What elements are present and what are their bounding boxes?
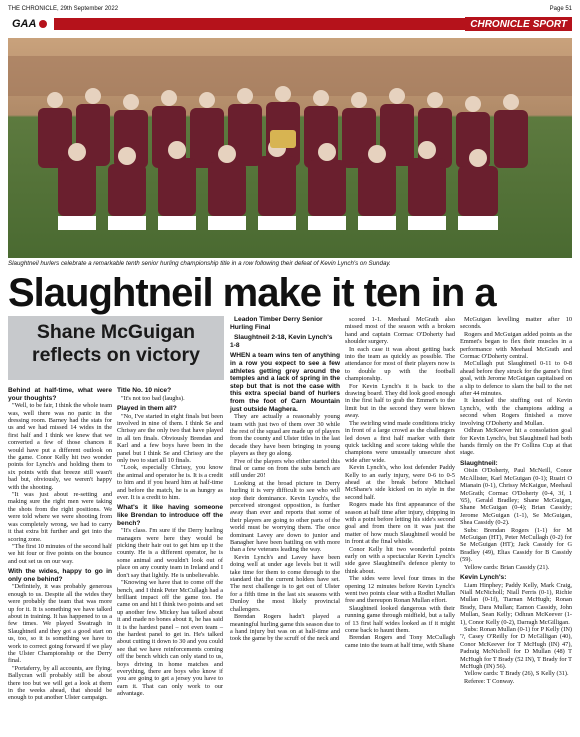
page-number: Page 51 [549,6,572,12]
team-lineup: Oisin O'Doherty, Paul McNeill, Conor McAllister, Karl McGuigan (0-1); Ruairi O Mianain (0-1), Chrissy McKaigue, Meehaul McGrath; Cormac O'Doherty (0-4, 3f, 1 '65), Gerald Bradley; Shane McGuigan, Shane McGuigan (0-4); Brian Cassidy; Jerome McGuigan (1-1), Se McGuigan, Shea Cassidy (0-2). [460,467,572,527]
referee: Referee: T Conway. [464,677,515,685]
answer: "It's not too bad (laughs). [121,394,185,402]
report-paragraph: scored 1-1. Meehaul McGrath also missed most of the season with a broken hand and captain Cormac O'Doherty had shoulder surgery. [345,316,455,346]
report-paragraph: Conor Kelly hit two wonderful points early on with a spectacular Kevin Lynch's side gave Slaughtneil's defence plenty to think about. [345,545,455,575]
question: What's it like having someone like Brendan to introduce off the bench? [117,504,223,527]
report-column-1 [230,316,340,643]
report-paragraph: The swirling wind made conditions tricky in front of a large crowd as the challengers led down a first half marker with their quick tackling and score taking while the champions were unusually unsecure shot wide after wide. [345,419,455,464]
answer: "Well, to be fair, I think the whole team was, well there was no panic in the dressing room. Barney had the stats for us and we had missed 14 wides in the first half and I think we knew that we converted a few of those chances it would have put a different outlook on the game. Conor Kelly hit two wonder points for Lynch's and holding them to six points with that breeze still wasn't bad but, obviously, we weren't happy with the shooting. [8,402,112,491]
report-paragraph: McGuigan levelling matter after 10 seconds. [460,316,572,331]
sidebar-title-box [8,316,224,380]
report-paragraph: Rogers made his first appearance of the season at half time after injury, chipping in with a point before letting his side's second goal and from there on it was just the matter of how much Slaughtneil would be in front at the final whistle. [345,501,455,546]
chronicle-sport-logo: CHRONICLE SPORT [465,17,572,31]
gaa-logo: GAA [8,18,52,30]
sidebar-title: Shane McGuigan reflects on victory [32,321,200,366]
team-cards: Yellow cards: T Brady (26), S Kelly (31). [464,670,569,678]
report-paragraph: The sides were level four times in the opening 12 minutes before Kevin Lynch's went two points clear with a Rodhri Mullan free and thereupon Ronan Mullan effort. [345,575,456,605]
team-heading: Slaughtneil: [460,459,498,467]
team-cards: Yellow cards: Brian Cassidy (21). [464,563,550,571]
page-header [8,4,572,14]
section-banner [8,14,572,34]
question: Played in them all? [117,405,177,412]
report-paragraph: Brendan Rogers hadn't played a meaningful hurling game this season due to a hand injury but was on at half-time and took the game by the scruff of the neck and [230,613,340,643]
answer: "Portaferry, by all accounts, are flying. Ballycran will probably still be about there too but we will get a look at them in the weeks ahead, that should be enough to put another Ulster campaign. [8,664,112,702]
answer: "Knowing we have that to come off the bench, and I think Peter McCullagh had a brilliant impact off the game too. He came on and hit I think two points and set up another few. Mickey has talked about it and made no bones about it, he has said it is the hardest panel – not even team – the hardest panel to get in. He's talked about cutting it down to 30 and you could see that we have reinforcements coming off the bench which can only stand to us, boys driving in home matches and everything, there are boys who know if you are going to get a jersey you have to earn it. That can only work to our advantage. [117,579,223,698]
photo-caption: Slaughtneil hurlers celebrate a remarkable tenth senior hurling championship title in a row following their defeat of Kevin Lynch's on Sunday. [8,260,391,267]
answer: "Look, especially Chrissy, you know the animal and operator he is. It is a credit to him and if you heard him at half-time and before the match, he is as hungry as ever. It is a credit to him. [117,464,223,502]
report-paragraph: Odhran McKeever hit a consolation goal for Kevin Lynch's, but Slaughtneil had both hands firmly on the Fr Collins Cup at that stage. [460,427,572,457]
report-paragraph: Five of the players who either started this final or came on from the subs bench are still under 20! [230,457,340,480]
report-lead: WHEN a team wins ten of anything in a row you expect to see a few athletes getting grey around the temples and a lack of spring in the step but that is not the case with this extra special band of hurlers from the foot of Carn Mountain just outside Maghera. [230,352,340,413]
sliotar-icon [38,19,48,29]
question: With the wides, happy to go in only one behind? [8,568,112,583]
report-paragraph: For Kevin Lynch's it is back to the drawing board. They did look good enough in the first half to grab the Emmet's to the limit but in the second they were blown away. [345,382,455,420]
question: Behind at half-time, what were your thoughts? [8,387,112,402]
report-paragraph: Looking at the broad picture in Derry hurling it is very difficult to see who will stop their dominance. Kevin Lynch's, the perceived strongest opposition, is further away than ever and reports that some of their players are going to other parts of the world must be worrying them. The once dominant Lavey are down to junior and Banagher have been battling on with more than a few veterans leading the way. [230,479,340,554]
report-paragraph: They are actually a reasonably young team with just two of them over 30 while the rest of the squad are made up of players from the county and Ulster titles in the last decade they have been bringing in young players as they go along. [230,413,340,458]
report-paragraph: Kevin Lynch's and Lavey have been doing well at under age levels but it will take time for them to come through to the standard that the current holders have set. The next challenge is to get out of Ulster for a fifth time in the last six seasons with Dunloy the most likely provincial challengers. [230,553,340,613]
team-subs: Subs: Brendan Rogers (1-1) for M McGuigan (HT), Peter McCullagh (0-2) for Se McGuigan (HT); Jack Cassidy for G Bradley (49), Elias Cassidy for B Cassidy (59). [460,526,572,564]
answer: "It's class. I'm sure if the Derry hurling managers were here they would be picking their hair out to get him up it the county. He is a different operator, he is some animal and wouldn't look out of place on any county team in Ireland and I don't say that lightly. He is unbelievable. [117,527,223,579]
report-paragraph: Brendan Rogers and Tony McCullagh came into the team at half time, with Shane [345,634,455,649]
answer: "The first 10 minutes of the second half we hit four or five points on the bounce and out set us on our way. [8,542,112,565]
report-paragraph: In each case it was about getting back into the team as quickly as possible. The attendance for most of their players now is to double up with the football championship. [345,345,455,383]
report-paragraph: Kevin Lynch's, who lost defender Paddy Kelly to an early injury, were 0-6 to 0-5 ahead at the break before Michael McShane's side kicked on in style in the second half. [345,464,455,501]
report-paragraph: It knocked the stuffing out of Kevin Lynch's, with the champions adding a second when Rogers finished a move involving O'Doherty and Mullan. [460,397,572,427]
team-heading: Kevin Lynch's: [460,574,507,581]
publication-date: THE CHRONICLE, 29th September 2022 [8,6,119,12]
sidebar-column-1 [8,384,112,702]
team-lineup: Liam Hinphey; Paddy Kelly, Mark Craig, Niall McNicholl; Niall Ferris (0-1), Richie Mullan (0-1f), Tiarnan McHugh; Ronan Brady, Dara Mullan; Eamon Cassidy, John Mullan, Sean Kelly; Odhran McKeever (1-1), Conor Kelly (0-2), Darragh McGilligan. [460,581,572,626]
answer: "Definitely, it was probably generous enough to us. Despite all the wides they were probably the team that was more up for it. It is something we have talked about in training. It has happened to us a few times. We played Swatragh in Slaughtneil and they got a good start on us, too, so it is something we have to work to correct going forward if we play the Ulster Championship or the Derry final. [8,583,112,665]
match-score: Slaughtneil 2-18, Kevin Lynch's 1-8 [230,334,333,349]
sidebar-column-2 [117,384,223,698]
answer: "No, I've started in eight finals but been involved in nine of them. I think Se and Chrissy are the only two that have played in all ten finals. Obviously Brendan and Karl and a few boys have been in the panel but I think Se and Chrissy are the only two to start all 10 finals. [117,412,223,465]
match-header: Leadon Timber Derry Senior Hurling Final [230,316,323,331]
banner-rule [54,18,465,30]
report-paragraph: Slaughtneil looked dangerous with their running game through midfield, but a tally of 13 first half wides looked as if it might come back to haunt them. [345,604,455,635]
question: Title No. 10 nice? [117,387,172,394]
report-column-3 [460,316,572,685]
headline: Slaughtneil make it ten in a [8,271,496,315]
team-photo [8,38,572,258]
report-paragraph: Rogers and McGuigan added points as the Emmet's began to flex their muscles in a performance with Meehaul McGrath and Cormac O'Doherty central. [460,330,572,361]
report-column-2 [345,316,455,649]
report-paragraph: McCullagh put Slaughtneil 0-11 to 0-8 ahead before they struck for the game's first goal, with Jerome McGuigan capitalised on a slip to defence to slam the ball to the net after 44 minutes. [460,360,572,398]
team-subs: Subs: Ronan Mullan (0-1) for P Kelly (IN) '?, Casey O'Reilly for D McGilligan (40), Conor McKeever for T McHugh (IN) 47), Padraig McNicholl for D Mullan (48) T McHugh for T Brady (52 IN), T Brady for T McHugh (IN) 56). [460,626,572,671]
answer: "It was just about re-setting and making sure the right men were taking the shots from the right positions. We were told where we were shooting from was completely wrong, we had to carry it that extra bit further and get into the scoring zone. [8,491,112,543]
